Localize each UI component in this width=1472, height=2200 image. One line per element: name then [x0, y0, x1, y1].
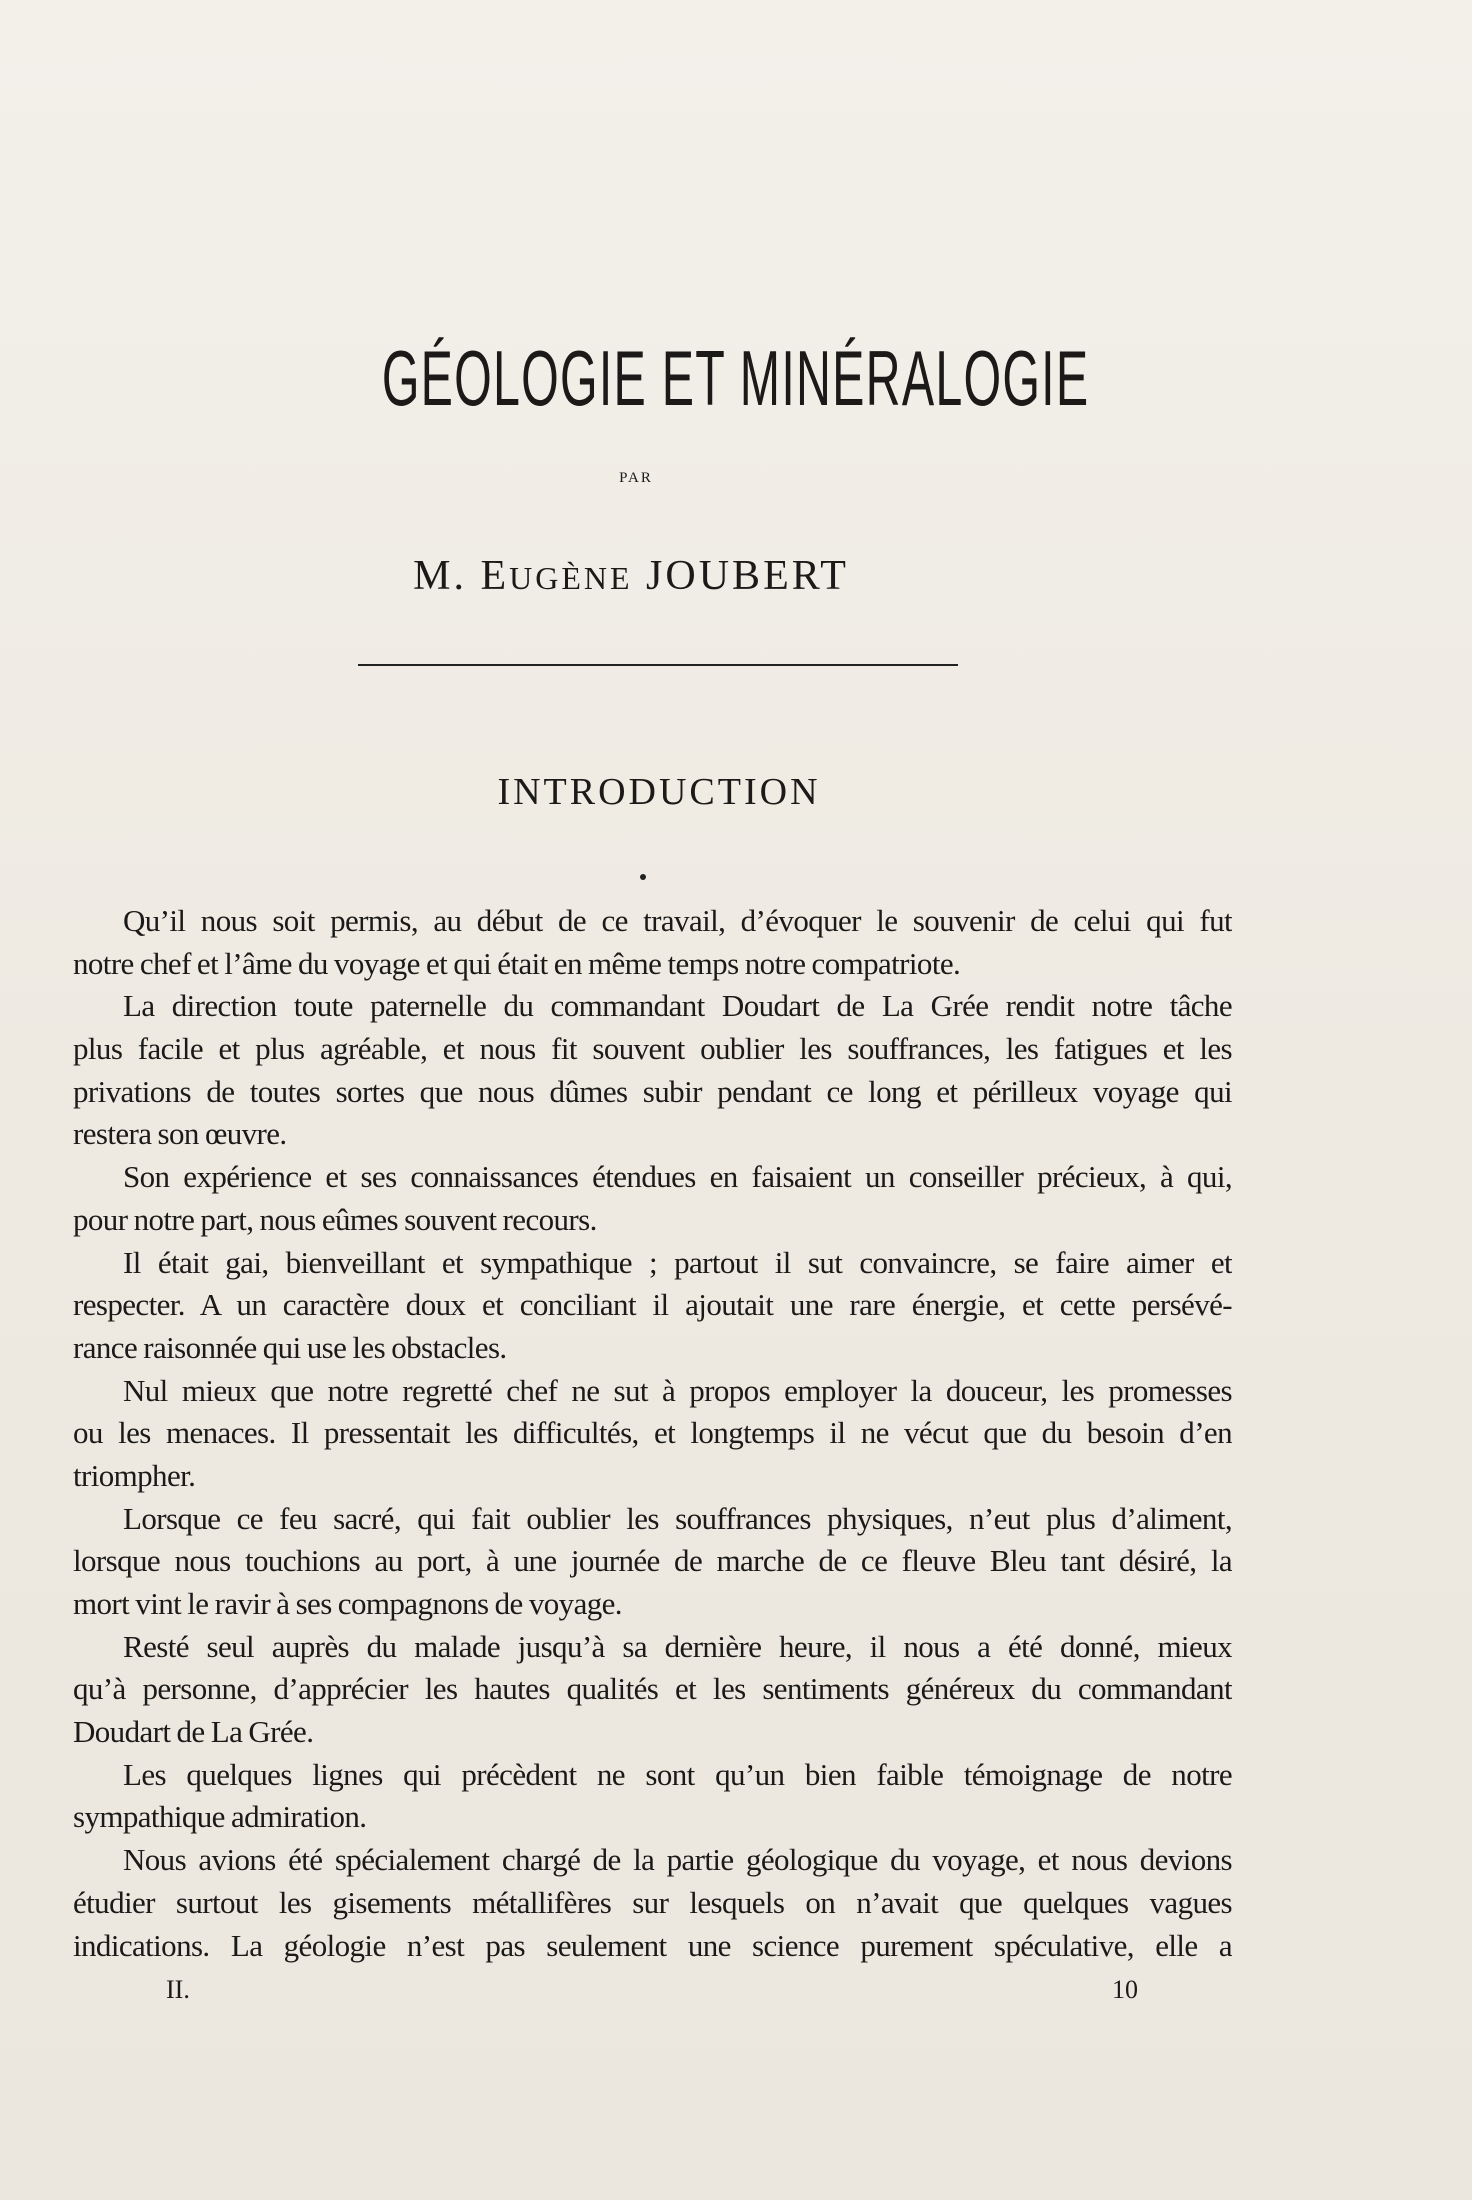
- text-line: notre chef et l’âme du voyage et qui était en même temps notre compatriote.: [73, 945, 961, 981]
- text-line: Doudart de La Grée.: [73, 1714, 314, 1750]
- text-line: Resté seul auprès du malade jusqu’à sa dernière heure, il nous a été donné, mieux: [123, 1628, 1232, 1664]
- text-line: mort vint le ravir à ses compagnons de voyage.: [73, 1586, 622, 1621]
- text-line: pour notre part, nous eûmes souvent recours.: [73, 1201, 597, 1237]
- text-line: Lorsque ce feu sacré, qui fait oublier les souffrances physiques, n’eut plus d’aliment,: [123, 1500, 1232, 1536]
- chapter-title: [0, 334, 1472, 422]
- text-line: étudier surtout les gisements métallifères sur lesquels on n’avait que quelques vagues: [73, 1884, 1232, 1920]
- text-line: indications. La géologie n’est pas seulement une science purement spéculative, elle a: [73, 1927, 1232, 1963]
- text-line: ou les menaces. Il pressentait les difficultés, et longtemps il ne vécut que du besoin d’en: [73, 1415, 1232, 1451]
- text-line: Il était gai, bienveillant et sympathique ; partout il sut convaincre, se faire aimer et: [123, 1244, 1232, 1280]
- text-line: sympathique admiration.: [73, 1799, 367, 1835]
- text-line: Nous avions été spécialement chargé de la partie géologique du voyage, et nous devions: [123, 1842, 1232, 1878]
- chapter-title-text: GÉOLOGIE ET MINÉRALOGIE: [382, 334, 1090, 422]
- text-line: Qu’il nous soit permis, au début de ce travail, d’évoquer le souvenir de celui qui fut: [123, 903, 1232, 938]
- author-last-name: JOUBERT: [646, 553, 849, 599]
- ornament-dot: [640, 874, 646, 880]
- text-line: triompher.: [73, 1457, 196, 1493]
- byline-par: PAR: [619, 470, 653, 486]
- text-line: plus facile et plus agréable, et nous fit souvent oublier les souffrances, les fatigues et les: [73, 1031, 1232, 1067]
- text-line: rance raisonnée qui use les obstacles.: [73, 1329, 507, 1365]
- author-name: [0, 552, 1262, 600]
- text-line: qu’à personne, d’apprécier les hautes qualités et les sentiments généreux du commandant: [73, 1671, 1232, 1707]
- text-line: Son expérience et ses connaissances étendues en faisaient un conseiller précieux, à qui,: [123, 1159, 1232, 1195]
- author-prefix: M. E: [413, 553, 510, 599]
- gathering-number: 10: [1112, 1975, 1138, 2004]
- body-text: [73, 900, 1232, 1967]
- text-line: Nul mieux que notre regretté chef ne sut à propos employer la douceur, les promesses: [123, 1372, 1232, 1408]
- section-title: INTRODUCTION: [497, 771, 821, 813]
- text-line: lorsque nous touchions au port, à une journée de marche de ce fleuve Bleu tant désiré, la: [73, 1543, 1232, 1579]
- text-line: respecter. A un caractère doux et conciliant il ajoutait une rare énergie, et cette persévé-: [73, 1287, 1232, 1323]
- author-first-name: UGÈNE: [509, 560, 633, 596]
- text-line: Les quelques lignes qui précèdent ne sont qu’un bien faible témoignage de notre: [123, 1756, 1232, 1792]
- signature-mark: II.: [166, 1975, 190, 2004]
- title-divider: [358, 664, 958, 666]
- text-line: restera son œuvre.: [73, 1116, 287, 1152]
- text-line: privations de toutes sortes que nous dûmes subir pendant ce long et périlleux voyage qui: [73, 1073, 1232, 1109]
- text-line: La direction toute paternelle du commandant Doudart de La Grée rendit notre tâche: [123, 988, 1232, 1024]
